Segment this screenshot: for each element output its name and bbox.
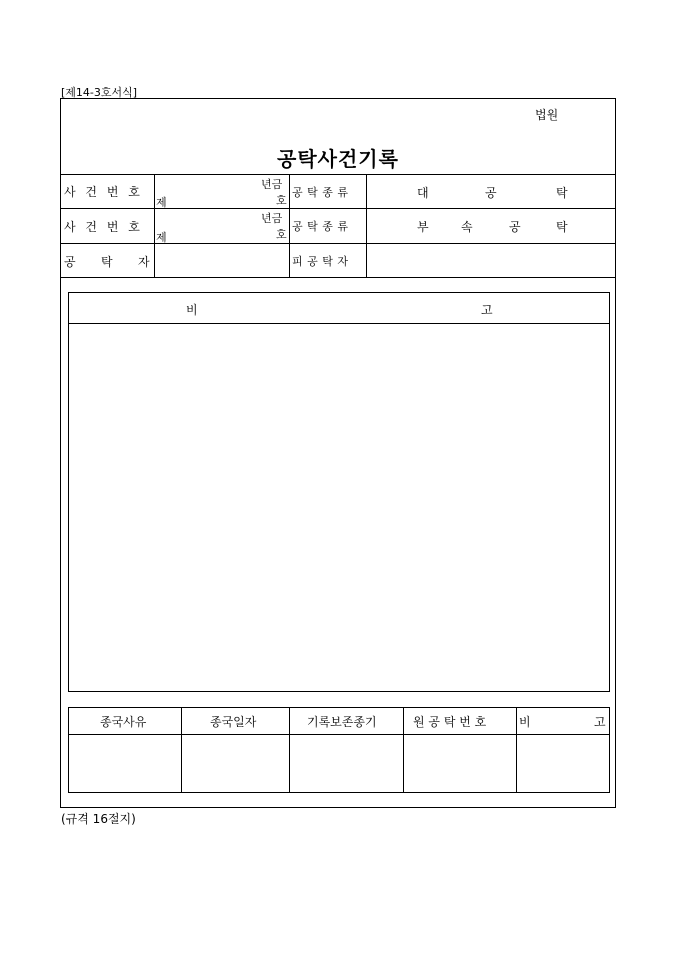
grid-line — [60, 174, 616, 175]
deposit-type-char: 공 — [485, 186, 497, 200]
remarks-header-line — [68, 323, 610, 324]
deposit-type-char: 속 — [461, 220, 473, 234]
grid-line — [60, 243, 616, 244]
form-code: [제14-3호서식] — [61, 86, 138, 99]
deposit-type-char: 부 — [417, 220, 429, 234]
depositor-label-char: 자 — [138, 255, 150, 269]
closing-remarks-header-char: 비 — [519, 715, 531, 729]
case-number-year-geum: 년금 — [261, 178, 283, 191]
grid-line — [516, 707, 517, 793]
closing-table-header-line — [68, 734, 610, 735]
grid-line — [289, 707, 290, 793]
case-number-year-geum: 년금 — [261, 212, 283, 225]
closing-reason-header: 종국사유 — [100, 715, 147, 729]
deposit-type-label: 공 탁 종 류 — [292, 220, 348, 233]
case-number-label: 사 건 번 호 — [64, 220, 140, 234]
case-number-je: 제 — [156, 231, 167, 244]
case-number-label: 사 건 번 호 — [64, 185, 140, 199]
retention-period-header: 기록보존종기 — [307, 715, 377, 729]
deposit-type-char: 탁 — [556, 220, 568, 234]
original-deposit-number-header: 원 공 탁 번 호 — [413, 715, 487, 729]
case-number-ho: 호 — [276, 228, 287, 241]
court-label: 법원 — [535, 108, 559, 122]
grid-line — [403, 707, 404, 793]
deposit-type-label: 공 탁 종 류 — [292, 186, 348, 199]
remarks-header-char: 고 — [481, 303, 493, 317]
grid-line — [289, 174, 290, 277]
deposit-type-char: 탁 — [556, 186, 568, 200]
closing-date-header: 종국일자 — [210, 715, 257, 729]
remarks-header-char: 비 — [186, 303, 198, 317]
grid-line — [366, 174, 367, 277]
deposit-type-char: 대 — [417, 186, 429, 200]
grid-line — [181, 707, 182, 793]
depositee-label: 피 공 탁 자 — [292, 255, 348, 268]
paper-size-note: (규격 16절지) — [61, 812, 136, 826]
closing-remarks-header-char: 고 — [594, 715, 606, 729]
form-title: 공탁사건기록 — [277, 147, 399, 171]
depositor-label-char: 탁 — [101, 255, 113, 269]
grid-line — [60, 277, 616, 278]
deposit-type-char: 공 — [509, 220, 521, 234]
remarks-box — [68, 292, 610, 692]
depositor-label-char: 공 — [64, 255, 76, 269]
case-number-ho: 호 — [276, 194, 287, 207]
case-number-je: 제 — [156, 196, 167, 209]
grid-line — [154, 174, 155, 277]
grid-line — [60, 208, 616, 209]
